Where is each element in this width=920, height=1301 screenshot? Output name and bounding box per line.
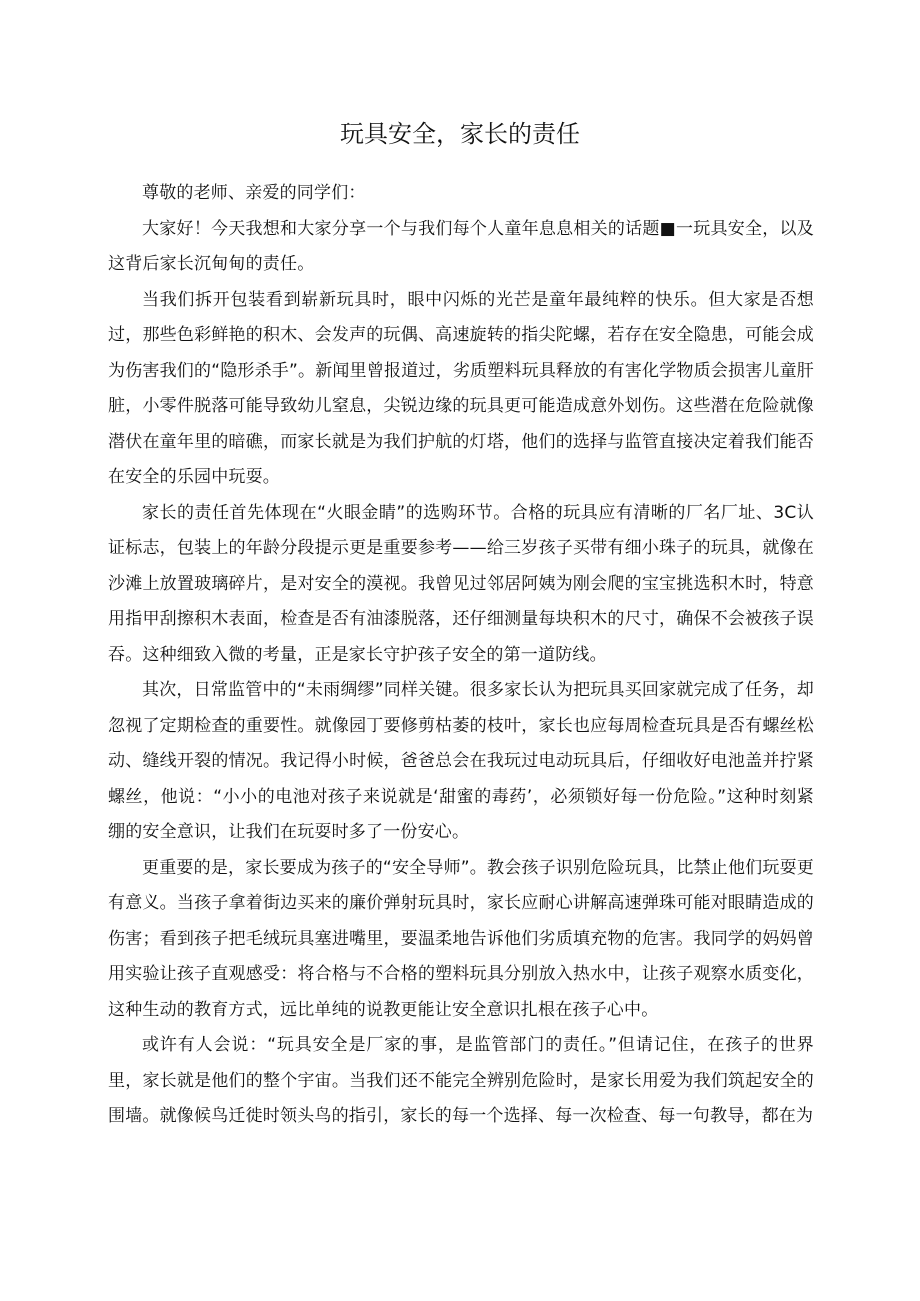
paragraph-greeting: 尊敬的老师、亲爱的同学们： bbox=[142, 183, 366, 203]
paragraph-conclusion: 或许有人会说：“玩具安全是厂家的事，是监管部门的责任。”但请记住，在孩子的世界里，家长就是他们的整个宇宙。当我们还不能完全辨别危险时，是家长用爱为我们筑起安全的围墙。就像候鸟迁徙时领头鸟的指引，家长的每一个选择、每一次检查、每一句教导，都在为 bbox=[108, 1035, 814, 1126]
paragraph-hidden-dangers: 当我们拆开包装看到崭新玩具时，眼中闪烁的光芒是童年最纯粹的快乐。但大家是否想过，那些色彩鲜艳的积木、会发声的玩偶、高速旋转的指尖陀螺，若存在安全隐患，可能会成为伤害我们的“隐形杀手”。新闻里曾报道过，劣质塑料玩具释放的有害化学物质会损害儿童肝脏，小零件脱落可能导致幼儿窒息，尖锐边缘的玩具更可能造成意外划伤。这些潜在危险就像潜伏在童年里的暗礁，而家长就是为我们护航的灯塔，他们的选择与监管直接决定着我们能否在安全的乐园中玩耍。 bbox=[108, 289, 815, 487]
paragraph-supervision: 其次，日常监管中的“未雨绸缪”同样关键。很多家长认为把玩具买回家就完成了任务，却忽视了定期检查的重要性。就像园丁要修剪枯萎的枝叶，家长也应每周检查玩具是否有螺丝松动、缝线开裂的情况。我记得小时候，爸爸总会在我玩过电动玩具后，仔细收好电池盖并拧紧螺丝，他说：“小小的电池对孩子来说就是‘甜蜜的毒药’，必须锁好每一份危险。”这种时刻紧绷的安全意识，让我们在玩耍时多了一份安心。 bbox=[108, 680, 814, 842]
document-title: 玩具安全，家长的责任 bbox=[340, 120, 580, 148]
paragraph-intro: 大家好！今天我想和大家分享一个与我们每个人童年息息相关的话题■一玩具安全，以及这背后家长沉甸甸的责任。 bbox=[108, 218, 814, 274]
document-body bbox=[108, 176, 814, 1135]
paragraph-safety-mentor: 更重要的是，家长要成为孩子的“安全导师”。教会孩子识别危险玩具，比禁止他们玩耍更有意义。当孩子拿着街边买来的廉价弹射玩具时，家长应耐心讲解高速弹珠可能对眼睛造成的伤害；看到孩子把毛绒玩具塞进嘴里，要温柔地告诉他们劣质填充物的危害。我同学的妈妈曾用实验让孩子直观感受：将合格与不合格的塑料玩具分别放入热水中，让孩子观察水质变化，这种生动的教育方式，远比单纯的说教更能让安全意识扎根在孩子心中。 bbox=[108, 857, 814, 1020]
paragraph-purchasing: 家长的责任首先体现在“火眼金睛”的选购环节。合格的玩具应有清晰的厂名厂址、3C认证标志，包装上的年龄分段提示更是重要参考——给三岁孩子买带有细小珠子的玩具，就像在沙滩上放置玻璃碎片，是对安全的漠视。我曾见过邻居阿姨为刚会爬的宝宝挑选积木时，特意用指甲刮擦积木表面，检查是否有油漆脱落，还仔细测量每块积木的尺寸，确保不会被孩子误吞。这种细致入微的考量，正是家长守护孩子安全的第一道防线。 bbox=[108, 502, 814, 665]
